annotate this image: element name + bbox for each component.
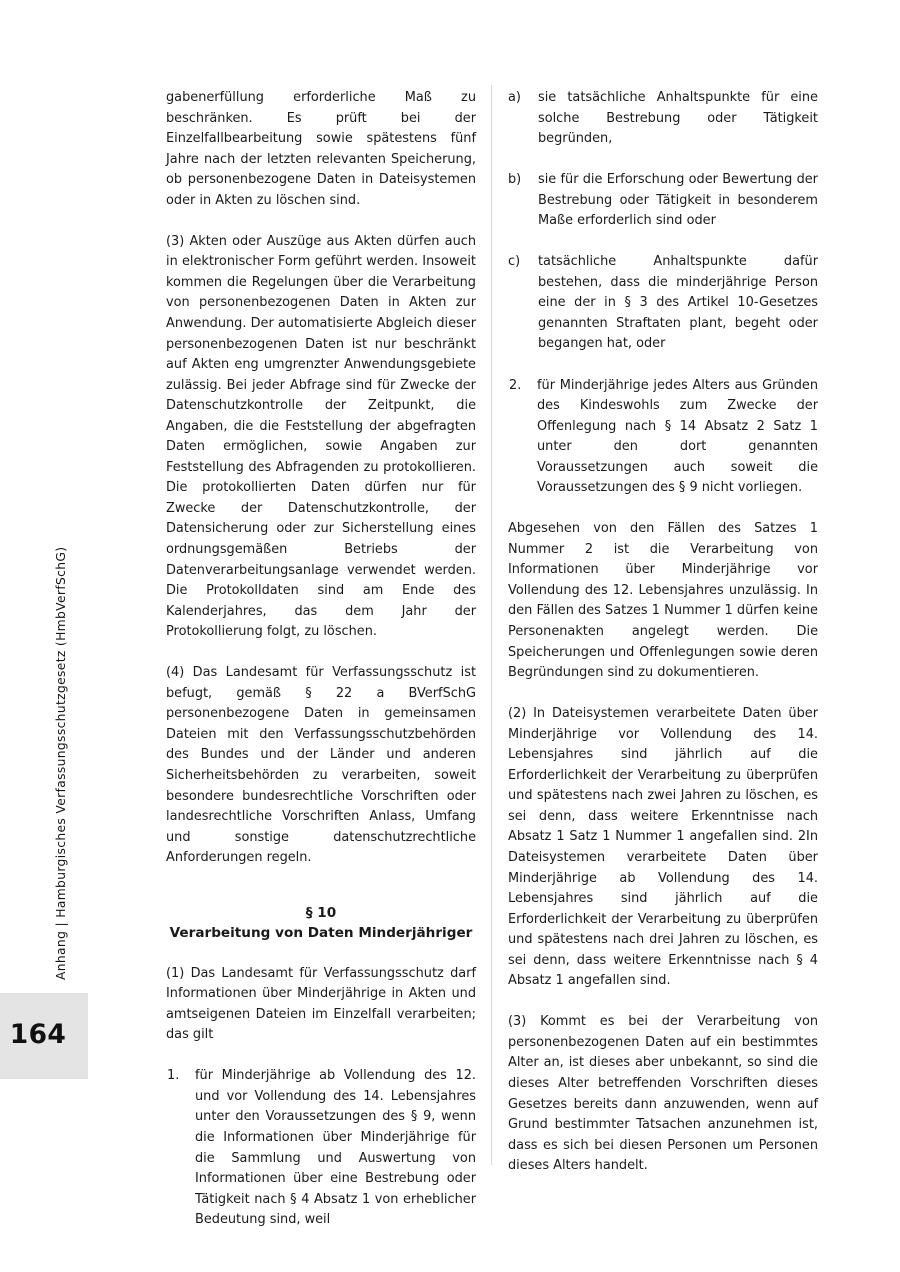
list-item xyxy=(508,252,818,355)
paragraph: (3) Akten oder Auszüge aus Akten dürfen auch in elektronischer Form geführt werden. Insoweit kommen die Regelungen über die Verarbeitung von personenbezogenen Daten in Akten zur Anwendung. Der automatisierte Abgleich dieser personenbezogenen Daten ist nur beschränkt auf Akten eng umgrenzter Anwendungsgebiete zulässig. Bei jeder Abfrage sind für Zwecke der Datenschutzkontrolle der Zeitpunkt, die Angaben, die die Feststellung der abgefragten Daten ermöglichen, sowie Angaben zur Feststellung des Abfragenden zu protokollieren. Die protokollierten Daten dürfen nur für Zwecke der Datenschutzkontrolle, der Datensicherung oder zur Sicherstellung eines ordnungsgemäßen Betriebs der Datenverarbeitungsanlage verwendet werden. Die Protokolldaten sind am Ende des Kalenderjahres, das dem Jahr der Protokollierung folgt, zu löschen. xyxy=(166,233,476,640)
list-marker: 2. xyxy=(509,377,522,393)
list-item-text: sie für die Erforschung oder Bewertung der Bestrebung oder Tätigkeit in besonderem Maße erforderlich sind oder xyxy=(538,172,818,229)
page-number: 164 xyxy=(9,1019,67,1050)
list-item xyxy=(166,1066,476,1230)
list-item-text: für Minderjährige jedes Alters aus Gründen des Kindeswohls zum Zwecke der Offenlegung nach § 14 Absatz 2 Satz 1 unter den dort genannten Voraussetzungen auch soweit die Voraussetzungen des § 9 nicht vorliegen. xyxy=(537,377,818,496)
paragraph: Abgesehen von den Fällen des Satzes 1 Nummer 2 ist die Verarbeitung von Informationen über Minderjährige vor Vollendung des 12. Lebensjahres unzulässig. In den Fällen des Satzes 1 Nummer 1 dürfen keine Personenakten angelegt werden. Die Speicherungen und Offenlegungen sowie deren Begründungen sind zu dokumentieren. xyxy=(508,521,818,681)
list-item xyxy=(508,170,818,232)
right-text-column xyxy=(508,88,818,1177)
list-marker: b) xyxy=(508,172,522,188)
list-marker: c) xyxy=(508,254,521,270)
list-item-text: sie tatsächliche Anhaltspunkte für eine solche Bestrebung oder Tätigkeit begründen, xyxy=(538,90,818,147)
paragraph: (3) Kommt es bei der Verarbeitung von personenbezogenen Daten auf ein bestimmtes Alter an, ist dieses aber unbekannt, so sind die dieses Alter betreffenden Vorschriften dieses Gesetzes bereits dann anzuwenden, wenn auf Grund bestimmter Tatsachen anzunehmen ist, dass es sich bei diesen Personen um Personen dieses Alters handelt. xyxy=(508,1014,818,1174)
list-item xyxy=(508,88,818,150)
paragraph: (2) In Dateisystemen verarbeitete Daten über Minderjährige vor Vollendung des 14. Lebensjahres sind jährlich auf die Erforderlichkeit der Verarbeitung zu überprüfen und spätestens nach zwei Jahren zu löschen, es sei denn, dass weitere Erkenntnisse nach Absatz 1 Satz 1 Nummer 1 angefallen sind. 2In Dateisystemen verarbeitete Daten über Minderjährige ab Vollendung des 14. Lebensjahres sind jährlich auf die Erforderlichkeit der Verarbeitung zu überprüfen und spätestens nach drei Jahren zu löschen, es sei denn, dass weitere Erkenntnisse nach § 4 Absatz 1 angefallen sind. xyxy=(508,706,818,989)
section-number: § 10 xyxy=(305,904,337,921)
list-marker: a) xyxy=(508,90,521,105)
column-divider xyxy=(491,85,492,1165)
paragraph: (1) Das Landesamt für Verfassungsschutz darf Informationen über Minderjährige in Akten und amtseigenen Dateien im Einzelfall verarbeiten; das gilt xyxy=(166,965,476,1043)
section-heading xyxy=(166,903,476,944)
list-item-text: tatsächliche Anhaltspunkte dafür bestehen, dass die minderjährige Person eine der in § 3 des Artikel 10-Gesetzes genannten Straftaten plant, begeht oder begangen hat, oder xyxy=(538,254,818,352)
list-item xyxy=(508,376,818,499)
left-text-column xyxy=(166,88,476,1231)
list-item-text: für Minderjährige ab Vollendung des 12. und vor Vollendung des 14. Lebensjahres unter den Voraussetzungen des § 9, wenn die Informationen über Minderjährige für die Sammlung und Auswertung von Informationen über eine Bestrebung oder Tätigkeit nach § 4 Absatz 1 von erheblicher Bedeutung sind, weil xyxy=(195,1068,476,1228)
list-marker: 1. xyxy=(167,1068,180,1084)
paragraph: gabenerfüllung erforderliche Maß zu beschränken. Es prüft bei der Einzelfallbearbeitung sowie spätestens fünf Jahre nach der letzten relevanten Speicherung, ob personenbezogene Daten in Dateisystemen oder in Akten zu löschen sind. xyxy=(166,90,476,208)
running-head: Anhang | Hamburgisches Verfassungsschutzgesetz (HmbVerfSchG) xyxy=(54,546,68,980)
section-title: Verarbeitung von Daten Minderjähriger xyxy=(169,925,473,942)
paragraph: (4) Das Landesamt für Verfassungsschutz ist befugt, gemäß § 22 a BVerfSchG personenbezogene Daten in gemeinsamen Dateien mit den Verfassungsschutzbehörden des Bundes und der Länder und anderen Sicherheitsbehörden zu verarbeiten, soweit besondere bundesrechtliche Vorschriften oder landesrechtliche Vorschriften Anlass, Umfang und sonstige datenschutzrechtliche Anforderungen regeln. xyxy=(166,665,476,866)
